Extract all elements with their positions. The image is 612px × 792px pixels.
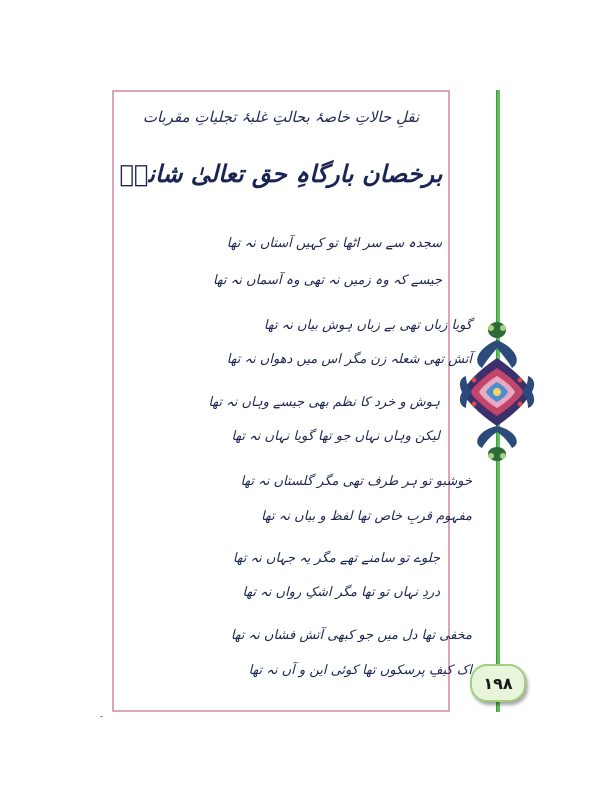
page-title: برخصان بارگاہِ حق تعالیٰ شانہٗ (119, 160, 443, 188)
verse-line-5: ہوش و خرد کا نظم بھی جیسے وہاں نہ تھا (208, 395, 440, 410)
page-number: ۱۹۸ (483, 673, 513, 693)
verse-line-11: مخفی تھا دل میں جو کبھی آتش فشاں نہ تھا (230, 628, 472, 643)
verse-line-3: گویا زباں تھی بے زباں ہوش بیاں نہ تھا (263, 318, 472, 333)
verse-line-12: اک کیفِ پرسکوں تھا کوئی این و آں نہ تھا (248, 663, 472, 678)
verse-line-1: سجدہ سے سر اٹھا تو کہیں آستاں نہ تھا (226, 236, 442, 251)
verse-line-6: لیکن وہاں نہاں جو تھا گویا نہاں نہ تھا (231, 429, 440, 444)
verse-line-9: جلوے تو سامنے تھے مگر یہ جہاں نہ تھا (232, 551, 440, 566)
page-number-badge (470, 664, 526, 702)
floral-ornament-icon (458, 318, 536, 463)
verse-line-4: آتش تھی شعلہ زن مگر اس میں دھواں نہ تھا (226, 352, 472, 367)
verse-line-10: دردِ نہاں تو تھا مگر اشکِ رواں نہ تھا (242, 585, 440, 600)
scan-mark (100, 716, 103, 717)
page-subtitle: نقلِ حالاتِ خاصۂ بحالتِ غلبۂ تجلیاتِ مقربات (142, 108, 420, 126)
verse-line-7: خوشبو تو ہر طرف تھی مگر گلستاں نہ تھا (240, 474, 472, 489)
verse-line-8: مفہوم قربِ خاص تھا لفظ و بیاں نہ تھا (261, 509, 472, 524)
verse-line-2: جیسے کہ وہ زمیں نہ تھی وہ آسماں نہ تھا (212, 273, 442, 288)
